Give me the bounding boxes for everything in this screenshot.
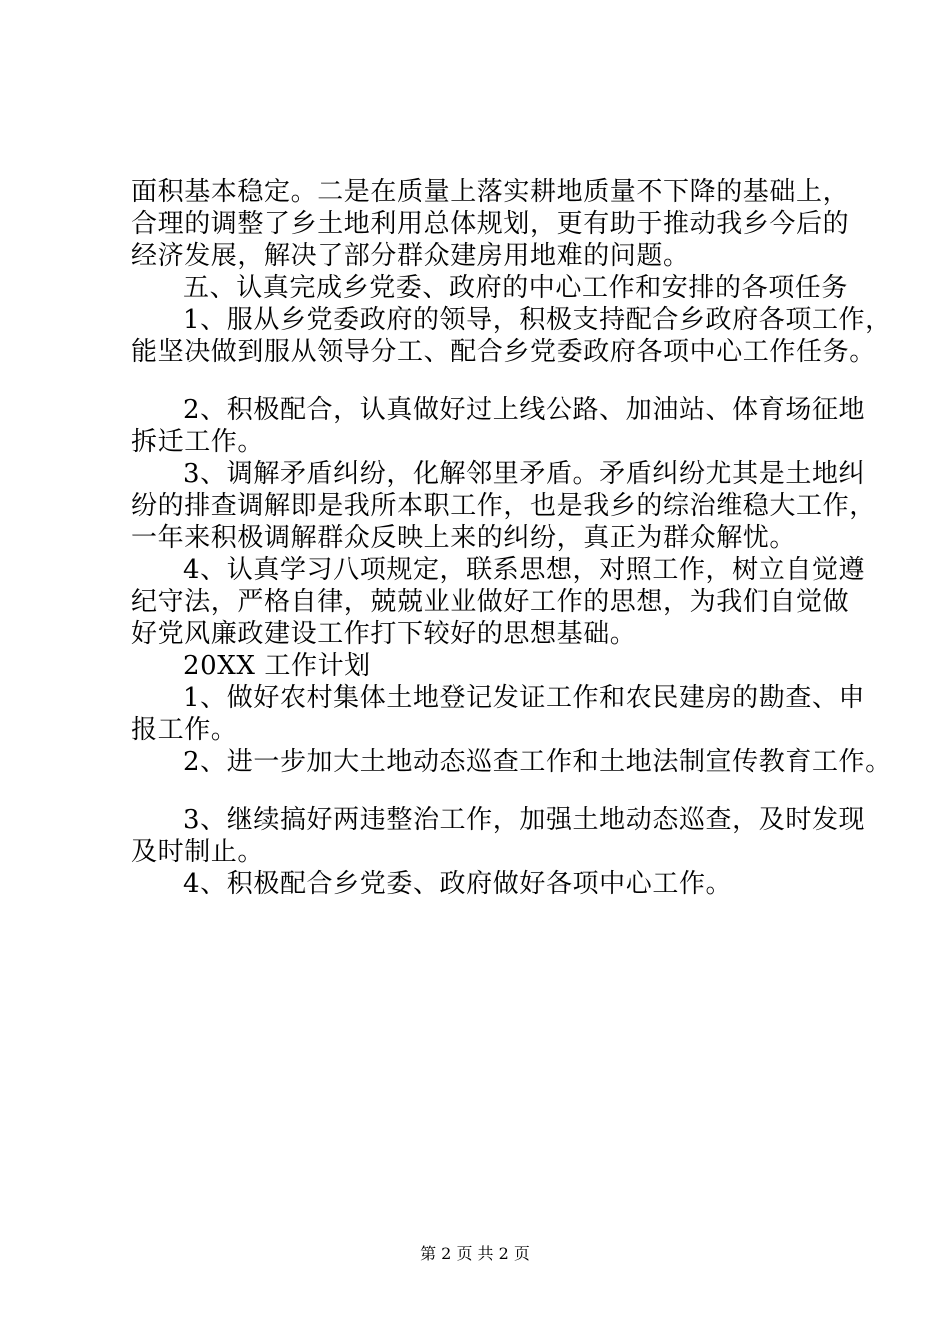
text-line: 好党风廉政建设工作打下较好的思想基础。 xyxy=(131,619,637,649)
text-line: 纷的排查调解即是我所本职工作，也是我乡的综治维稳大工作， xyxy=(131,491,876,521)
page-footer: 第 2 页 共 2 页 xyxy=(420,1244,530,1263)
text-line: 及时制止。 xyxy=(131,837,265,867)
text-line: 能坚决做到服从领导分工、配合乡党委政府各项中心工作任务。 xyxy=(131,337,876,367)
text-line: 报工作。 xyxy=(131,715,238,745)
section-heading: 五、认真完成乡党委、政府的中心工作和安排的各项任务 xyxy=(183,273,849,303)
section-heading: 20XX 工作计划 xyxy=(183,651,371,681)
text-line: 经济发展，解决了部分群众建房用地难的问题。 xyxy=(131,241,690,271)
text-line: 3、调解矛盾纠纷，化解邻里矛盾。矛盾纠纷尤其是土地纠 xyxy=(183,459,866,489)
text-line: 拆迁工作。 xyxy=(131,427,265,457)
text-line: 2、进一步加大土地动态巡查工作和土地法制宣传教育工作。 xyxy=(183,747,892,777)
text-line: 合理的调整了乡土地利用总体规划，更有助于推动我乡今后的 xyxy=(131,209,850,239)
text-line: 1、服从乡党委政府的领导，积极支持配合乡政府各项工作， xyxy=(183,305,892,335)
text-line: 一年来积极调解群众反映上来的纠纷，真正为群众解忧。 xyxy=(131,523,797,553)
text-line: 纪守法，严格自律，兢兢业业做好工作的思想，为我们自觉做 xyxy=(131,587,850,617)
text-line: 3、继续搞好两违整治工作，加强土地动态巡查，及时发现 xyxy=(183,805,866,835)
text-line: 4、认真学习八项规定，联系思想，对照工作，树立自觉遵 xyxy=(183,555,866,585)
text-line: 2、积极配合，认真做好过上线公路、加油站、体育场征地 xyxy=(183,395,866,425)
text-line: 1、做好农村集体土地登记发证工作和农民建房的勘查、申 xyxy=(183,683,866,713)
text-line: 4、积极配合乡党委、政府做好各项中心工作。 xyxy=(183,869,733,899)
text-line: 面积基本稳定。二是在质量上落实耕地质量不下降的基础上， xyxy=(131,177,850,207)
